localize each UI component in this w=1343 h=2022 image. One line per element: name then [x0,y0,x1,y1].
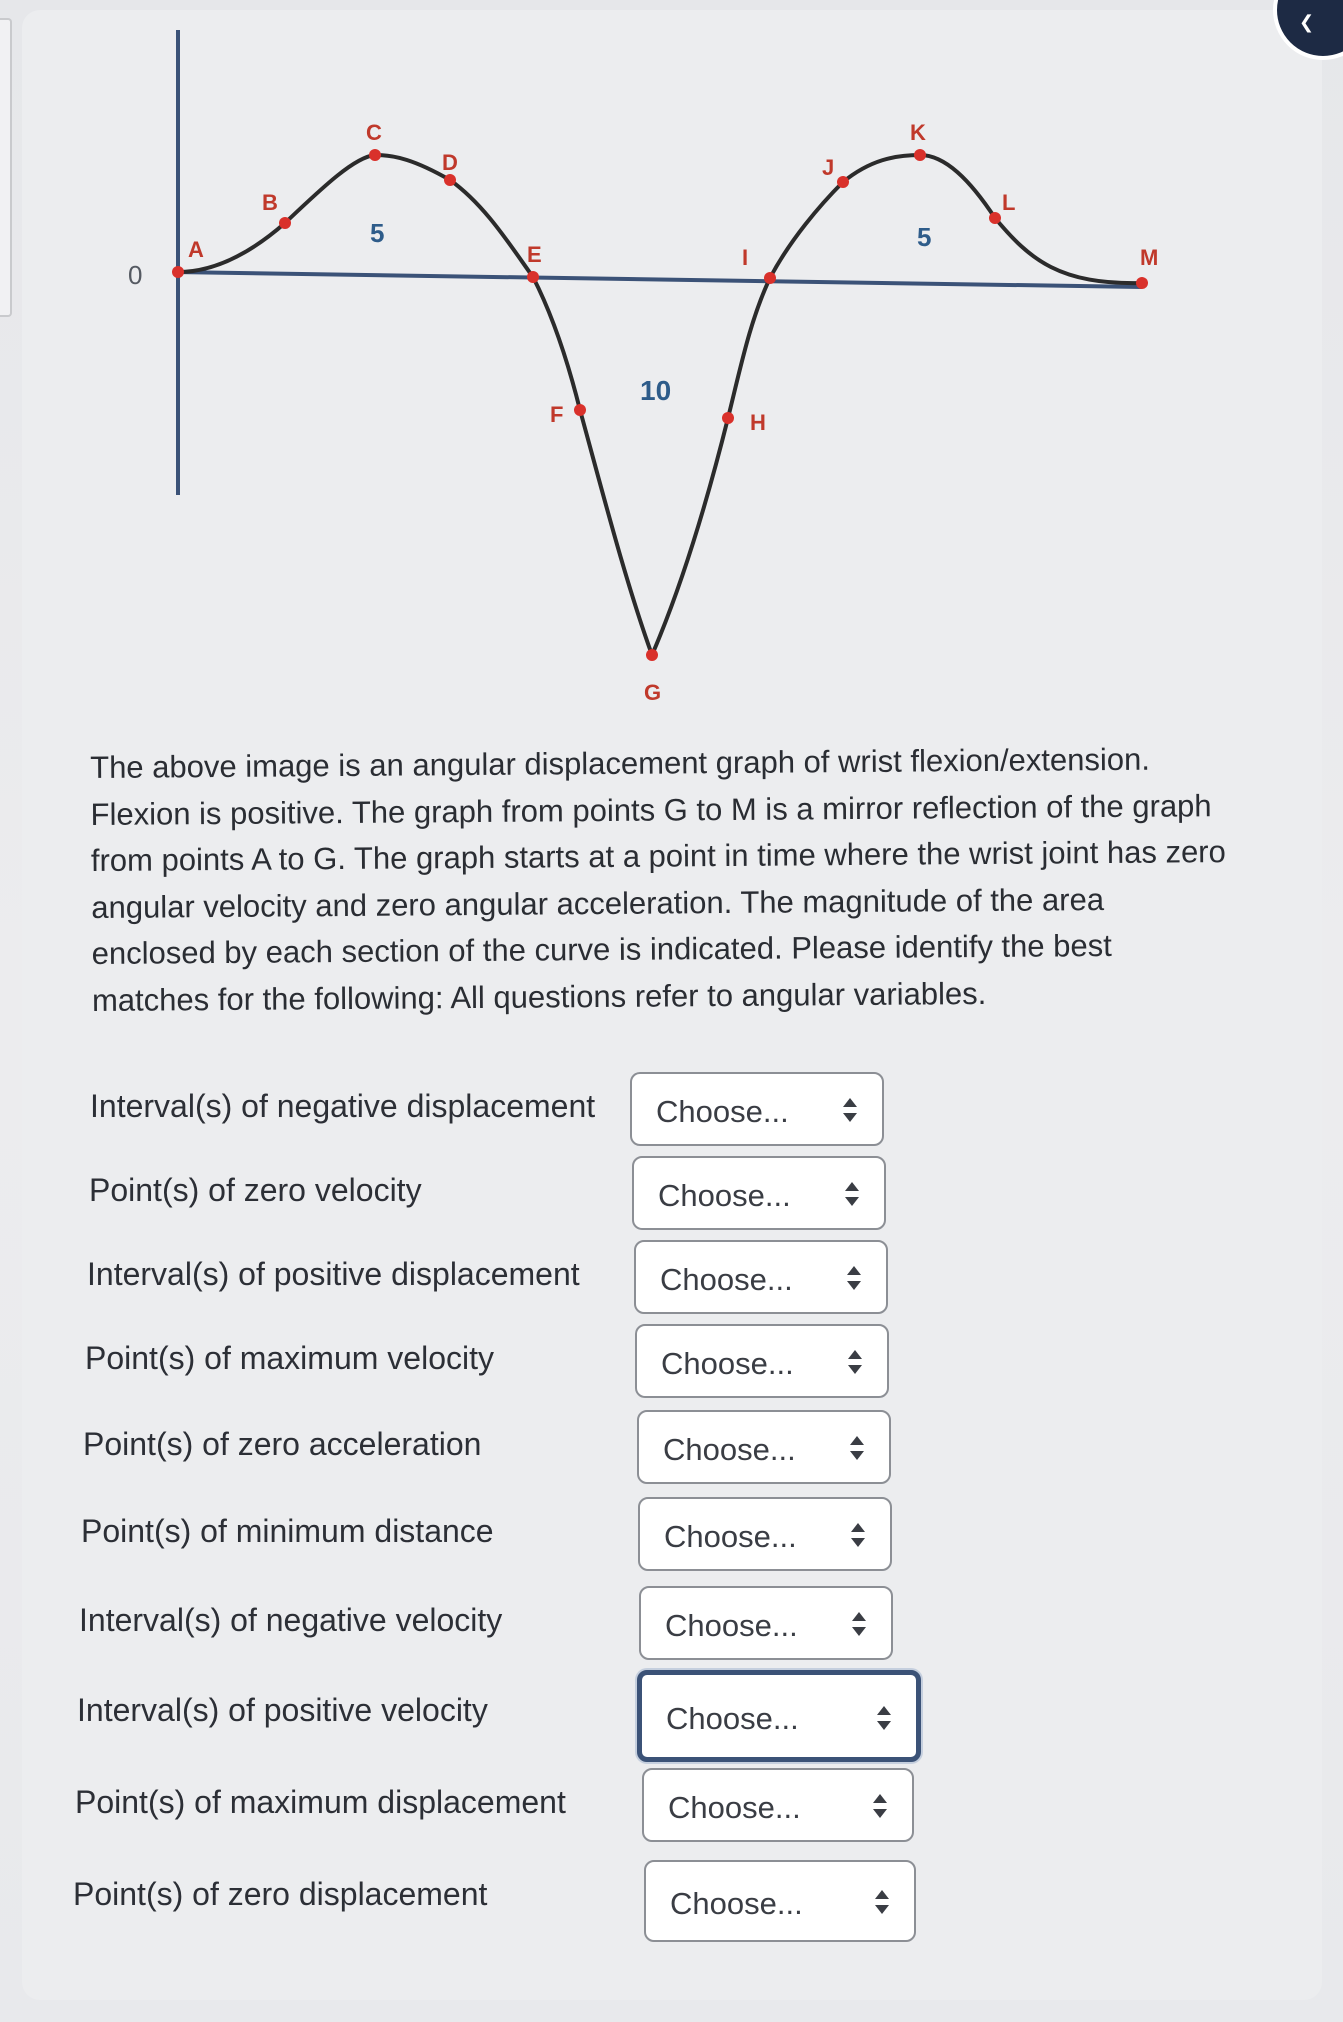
answer-select-value: Choose... [660,1262,793,1297]
graph-point-m [1136,277,1148,289]
graph-point-g [646,649,658,661]
area-label-left-hump: 5 [370,218,385,248]
question-description: The above image is an angular displacement graph of wrist flexion/extension. Flexion is positive. The graph from points G to M is a mirror reflection of the graph from points A to G. The graph starts at a point in time where the wrist joint has zero angular velocity and zero angular acceleration. The magnitude of the area enclosed by each section of the curve is indicated. Please identify the best matches for the following: All questions refer to angular variables. [90,741,1226,1018]
question-label: Point(s) of zero velocity [89,1172,422,1208]
select-arrows-icon [844,1181,860,1207]
graph-point-label-c: C [366,120,382,145]
answer-select[interactable] [642,1768,914,1842]
graph-point-label-g: G [644,680,662,705]
area-label-trough: 10 [640,375,672,406]
answer-select-value: Choose... [663,1432,796,1467]
answer-select[interactable] [638,1497,892,1571]
select-arrows-icon [872,1793,888,1819]
graph-point-c [369,149,381,161]
graph-point-label-i: I [742,245,749,270]
select-arrows-icon [851,1611,867,1637]
graph-point-label-h: H [750,410,766,435]
graph-point-l [989,212,1001,224]
graph-point-label-b: B [262,190,278,215]
graph-point-label-d: D [442,150,458,175]
answer-select-value: Choose... [656,1094,789,1129]
select-arrows-icon [876,1705,892,1731]
question-label: Point(s) of maximum velocity [85,1340,494,1376]
graph-point-label-k: K [910,120,926,145]
question-label: Point(s) of minimum distance [81,1513,494,1549]
answer-select-value: Choose... [670,1886,803,1921]
question-label: Point(s) of maximum displacement [75,1784,566,1820]
answer-select[interactable] [637,1410,891,1484]
graph-point-e [527,271,539,283]
graph-point-d [444,174,456,186]
origin-label: 0 [128,260,143,290]
select-arrows-icon [846,1265,862,1291]
question-label: Interval(s) of positive velocity [77,1692,488,1728]
question-label: Point(s) of zero acceleration [83,1426,482,1462]
answer-select[interactable] [635,1324,889,1398]
answer-select-value: Choose... [668,1790,801,1825]
question-label: Point(s) of zero displacement [73,1876,488,1912]
graph-point-label-e: E [527,242,542,267]
graph-point-a [172,266,184,278]
question-label: Interval(s) of negative displacement [90,1088,596,1124]
graph-point-j [837,176,849,188]
answer-select-value: Choose... [664,1519,797,1554]
answer-select[interactable] [630,1072,884,1146]
answer-select-value: Choose... [666,1701,799,1736]
area-label-right-hump: 5 [917,222,932,252]
answer-select[interactable] [639,1586,893,1660]
question-label: Interval(s) of negative velocity [79,1602,503,1638]
select-arrows-icon [849,1435,865,1461]
horizontal-axis [174,272,1142,287]
answer-select-value: Choose... [658,1178,791,1213]
answer-select[interactable] [634,1240,888,1314]
question-label: Interval(s) of positive displacement [87,1256,580,1292]
graph-point-k [914,149,926,161]
answer-select[interactable] [637,1670,921,1762]
select-arrows-icon [847,1349,863,1375]
graph-point-label-l: L [1002,190,1016,215]
select-arrows-icon [874,1889,890,1915]
graph-point-b [279,217,291,229]
left-panel-edge [0,18,12,317]
select-arrows-icon [850,1522,866,1548]
graph-point-label-j: J [822,155,835,180]
chevron-left-icon: ❮ [1299,12,1315,32]
graph-point-label-a: A [188,237,204,262]
graph-point-h [722,412,734,424]
answer-select-value: Choose... [661,1346,794,1381]
answer-select-value: Choose... [665,1608,798,1643]
displacement-graph [80,10,1230,710]
select-arrows-icon [842,1097,858,1123]
graph-point-i [764,272,776,284]
answer-select[interactable] [632,1156,886,1230]
graph-point-label-f: F [550,402,564,427]
graph-point-f [574,404,586,416]
answer-select[interactable] [644,1860,916,1942]
graph-point-label-m: M [1140,245,1159,270]
